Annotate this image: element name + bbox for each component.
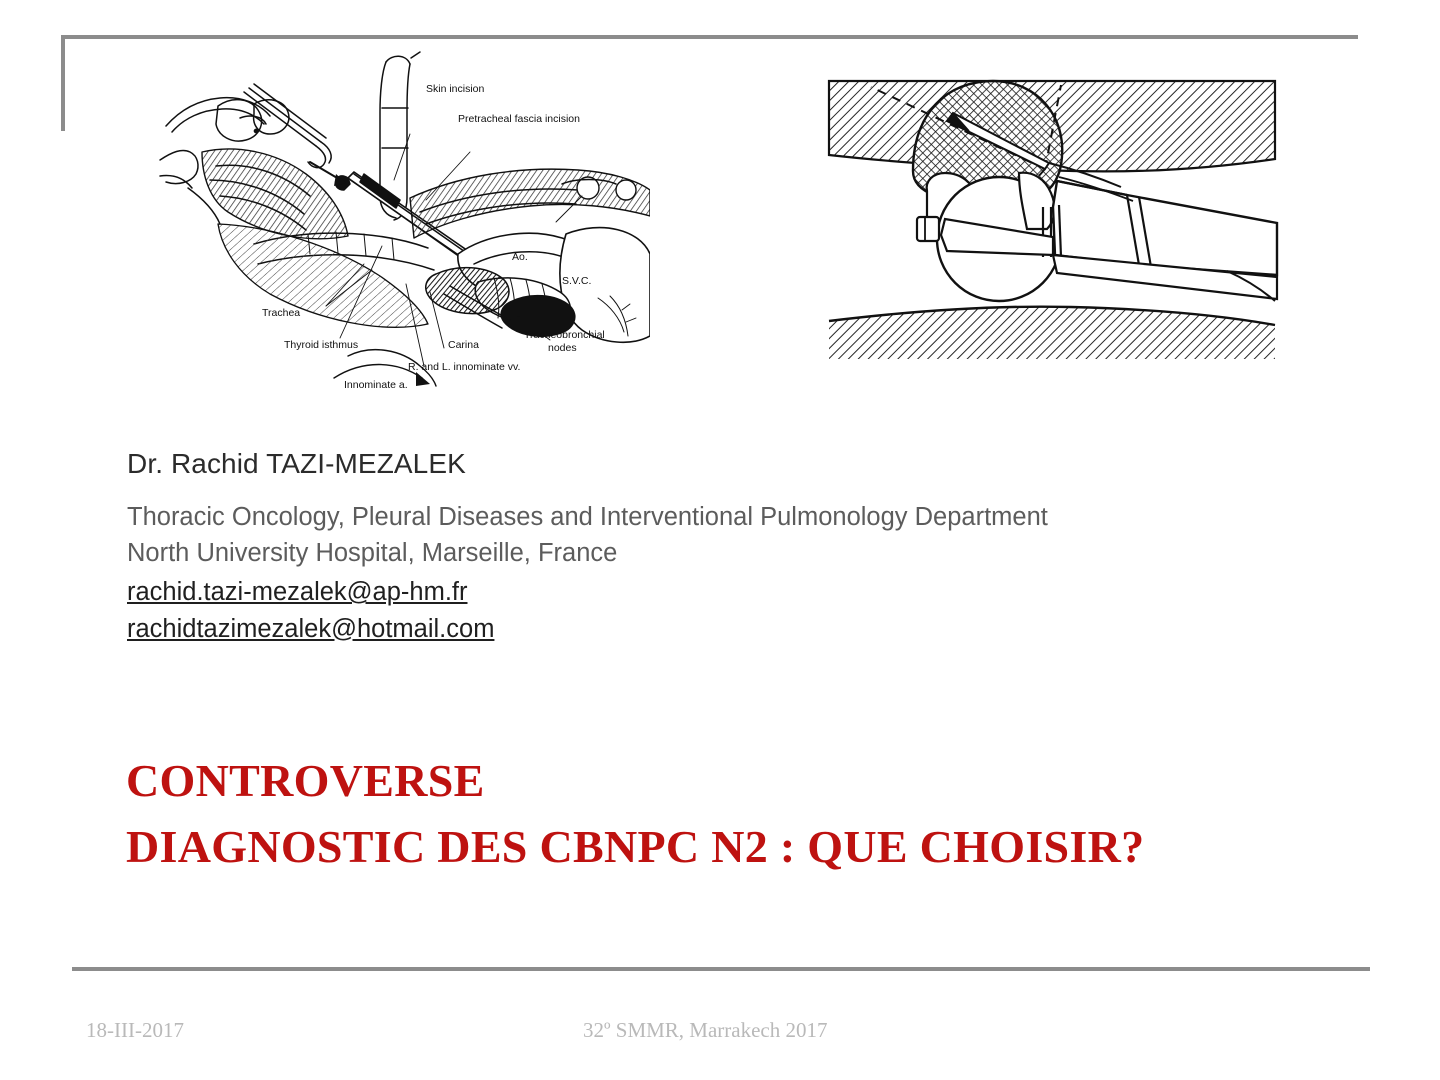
affiliation-line-1: Thoracic Oncology, Pleural Diseases and Interventional Pulmonology Department <box>127 502 1048 531</box>
author-name: Dr. Rachid TAZI-MEZALEK <box>127 448 466 479</box>
footer-event: 32º SMMR, Marrakech 2017 <box>583 1018 828 1042</box>
ebus-tbna-illustration <box>821 59 1283 374</box>
figlabel-pretracheal-fascia: Pretracheal fascia incision <box>458 113 580 125</box>
figlabel-svc: S.V.C. <box>562 275 592 287</box>
figlabel-trachea: Trachea <box>262 307 301 319</box>
email-primary-text[interactable]: rachid.tazi-mezalek@ap-hm.fr <box>127 578 468 607</box>
title-line-2: DIAGNOSTIC DES CBNPC N2 : QUE CHOISIR? <box>126 821 1145 873</box>
frame-top-rule <box>61 35 1358 39</box>
frame-bottom-rule <box>72 967 1370 971</box>
mediastinoscopy-illustration <box>158 48 650 388</box>
figlabel-aorta: Ao. <box>512 251 528 263</box>
title-line-1: CONTROVERSE <box>126 755 485 806</box>
page-title <box>126 748 1396 880</box>
footer-date: 18-III-2017 <box>86 1018 184 1042</box>
figlabel-innominate-vv: R. and L. innominate vv. <box>408 361 521 373</box>
figlabel-thyroid-isthmus: Thyroid isthmus <box>284 339 359 351</box>
figlabel-tracheobronchial-nodes-2: nodes <box>548 342 577 354</box>
email-secondary-text[interactable]: rachidtazimezalek@hotmail.com <box>127 614 495 643</box>
frame-left-rule <box>61 35 65 131</box>
figlabel-tracheobronchial-nodes-1: Tracheobronchial <box>524 329 605 341</box>
author-block <box>127 446 1327 647</box>
figlabel-carina: Carina <box>448 339 479 351</box>
figlabel-innominate-a: Innominate a. <box>344 379 408 388</box>
email-secondary[interactable] <box>127 611 1327 647</box>
affiliation-line-2: North University Hospital, Marseille, France <box>127 539 618 568</box>
email-primary[interactable] <box>127 574 1327 610</box>
figlabel-skin-incision: Skin incision <box>426 83 485 95</box>
